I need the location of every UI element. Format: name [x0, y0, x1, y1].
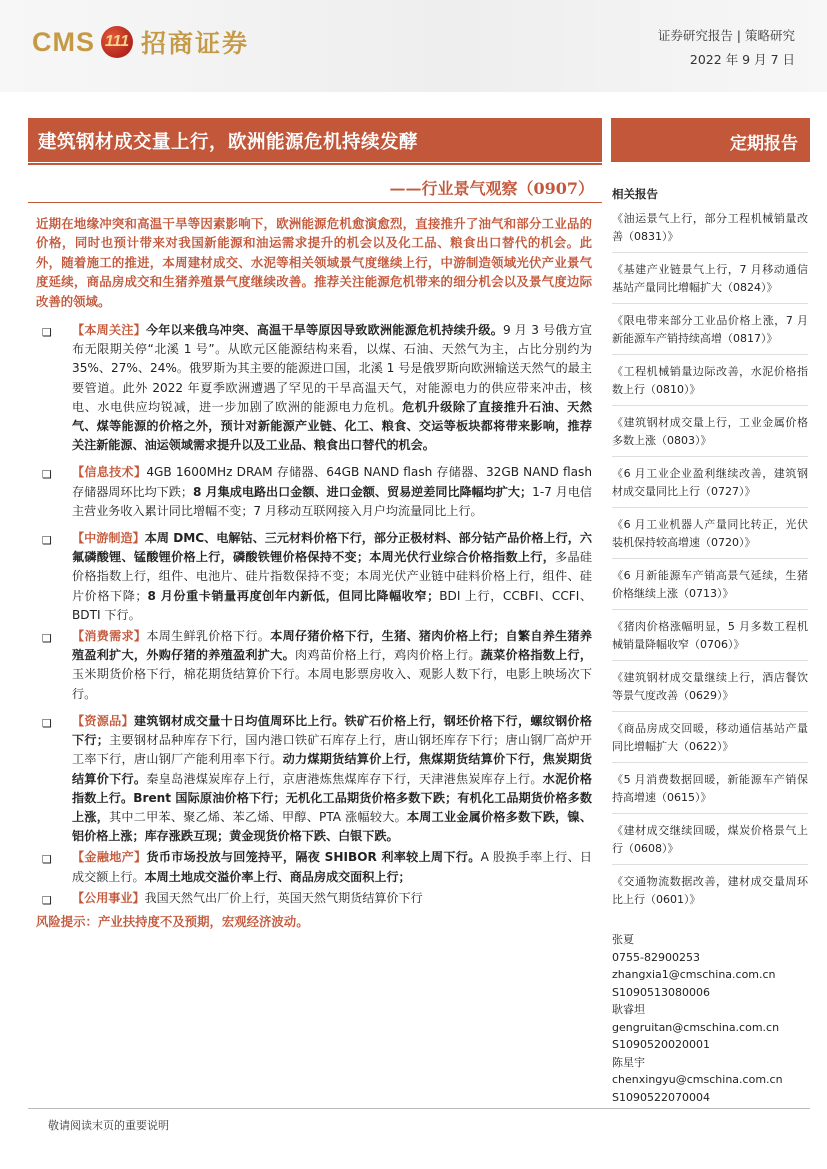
main-content — [36, 214, 592, 930]
logo-latin-text: CMS — [32, 26, 95, 57]
report-title: 建筑钢材成交量上行，欧洲能源危机持续发酵 — [28, 118, 602, 162]
checkbox-bullet-icon: ❑ — [42, 853, 52, 867]
section-highlight: 货币市场投放与回笼持平，隔夜 SHIBOR 利率较上周下行。 — [146, 850, 481, 865]
related-report-divider — [612, 405, 808, 406]
section-highlight: 本周 DMC、电解钴、三元材料价格下行，部分正极材料、部分钴产品价格上行，六氟磷酸锂、锰酸锂价格上行，磷酸铁锂价格保持不变；本周光伏行业综合价格指数上行， — [72, 531, 592, 565]
section-midstream-manufacturing — [36, 529, 592, 625]
title-divider — [28, 163, 602, 165]
section-highlight: 动力煤期货结算价上行，焦煤期货结算价下行，焦炭期货结算价下行。 — [72, 752, 592, 786]
related-report-item[interactable]: 《油运景气上行，部分工程机械销量改善（0831）》 — [612, 212, 808, 243]
checkbox-bullet-icon: ❑ — [42, 534, 52, 548]
section-highlight: 本周仔猪价格下行，生猪、猪肉价格上行；自繁自养生猪养殖盈利扩大，外购仔猪的养殖盈利扩大。 — [72, 629, 592, 663]
checkbox-bullet-icon: ❑ — [42, 716, 52, 730]
section-text: 1-7 月电信主营业务收入累计同比增幅不变；7 月移动互联网接入月户均流量同比上行。 — [72, 484, 593, 518]
checkbox-bullet-icon: ❑ — [42, 632, 52, 646]
section-tag: 【金融地产】 — [72, 850, 147, 865]
cms-logo — [32, 22, 249, 62]
summary-paragraph: 近期在地缘冲突和高温干旱等因素影响下，欧洲能源危机愈演愈烈，直接推升了油气和部分工业品的价格，同时也预计带来对我国新能源和油运需求提升的机会以及化工品、粮食出口替代的机会。此外，随着施工的推进，本周建材成交、水泥等相关领域景气度继续上行，中游制造领域光伏产业景气度延续，商品房成交和生猪养殖景气度继续改善。推荐关注能源危机带来的细分机会以及景气度边际改善的领域。 — [36, 216, 592, 309]
section-tag: 【中游制造】 — [72, 531, 145, 546]
related-report-item[interactable]: 《建筑钢材成交量上行，工业金属价格多数上涨（0803）》 — [612, 416, 808, 447]
section-finance-realestate — [36, 848, 592, 886]
related-report-divider — [612, 252, 808, 253]
section-text: 主要钢材品种库存下行，国内港口铁矿石库存上行，唐山钢坯库存下行；唐山钢厂高炉开工率下行，唐山钢厂产能利用率下行。 — [72, 733, 592, 767]
related-report-divider — [612, 762, 808, 763]
section-highlight: 今年以来俄乌冲突、高温干旱等原因导致欧洲能源危机持续升级。 — [145, 323, 504, 338]
section-text: 我国天然气出厂价上行，英国天然气期货结算价下行 — [144, 890, 423, 905]
analyst-name: 张夏 — [612, 933, 634, 946]
sidebar — [612, 186, 808, 1106]
report-category-tag: 定期报告 — [611, 118, 810, 162]
section-tag: 【信息技术】 — [72, 465, 147, 480]
related-report-item[interactable]: 《交通物流数据改善，建材成交量周环比上行（0601）》 — [612, 875, 808, 906]
related-report-divider — [612, 813, 808, 814]
section-highlight: 8 月集成电路出口金额、进口金额、贸易逆差同比降幅均扩大； — [192, 484, 533, 499]
related-report-divider — [612, 864, 808, 865]
section-weekly-focus — [36, 321, 592, 455]
section-information-tech — [36, 463, 592, 521]
section-utilities — [36, 889, 592, 908]
section-text: BDI 上行，CCBFI、CCFI、BDTI 下行。 — [72, 588, 592, 622]
section-highlight: 本周土地成交溢价率上行、商品房成交面积上行； — [144, 869, 411, 884]
related-report-divider — [612, 303, 808, 304]
related-report-item[interactable]: 《限电带来部分工业品价格上涨，7 月新能源车产销持续高增（0817）》 — [612, 314, 808, 345]
related-report-divider — [612, 609, 808, 610]
page-header — [0, 0, 827, 92]
report-type: 证券研究报告 | 策略研究 — [657, 28, 795, 43]
analyst-contacts — [612, 931, 808, 1106]
related-report-item[interactable]: 《建筑钢材成交量继续上行，酒店餐饮等景气度改善（0629）》 — [612, 671, 808, 702]
section-tag: 【消费需求】 — [72, 629, 147, 644]
section-highlight: 建筑钢材成交量十日均值周环比上行。铁矿石价格上行，钢坯价格下行，螺纹钢价格下行； — [72, 713, 592, 748]
related-report-divider — [612, 558, 808, 559]
section-list — [36, 321, 592, 908]
related-report-item[interactable]: 《工程机械销量边际改善，水泥价格指数上行（0810）》 — [612, 365, 808, 396]
section-highlight: 8 月份重卡销量再度创年内新低，但同比降幅收窄； — [147, 588, 440, 603]
section-text: A 股换手率上行、日成交额上行。 — [72, 850, 592, 884]
report-date: 2022 年 9 月 7 日 — [689, 52, 795, 67]
related-report-item[interactable]: 《猪肉价格涨幅明显，5 月多数工程机械销量降幅收窄（0706）》 — [612, 620, 808, 651]
related-report-divider — [612, 507, 808, 508]
related-report-divider — [612, 354, 808, 355]
related-report-divider — [612, 456, 808, 457]
analyst-phone: 0755-82900253 — [612, 950, 700, 964]
analyst-name: 耿睿坦 — [612, 1003, 645, 1016]
section-tag: 【资源品】 — [72, 713, 134, 728]
section-tag: 【本周关注】 — [72, 323, 146, 338]
analyst-name: 陈星宇 — [612, 1055, 645, 1069]
section-highlight: 危机升级除了直接推升石油、天然气、煤等能源的价格之外，预计对新能源产业链、化工、粮食、交运等板块都将带来影响，推荐关注新能源、油运领域需求提升以及工业品、粮食出口替代的机会。 — [72, 399, 592, 453]
section-consumer-demand — [36, 627, 592, 704]
related-report-item[interactable]: 《6 月工业机器人产量同比转正，光伏装机保持较高增速（0720）》 — [612, 518, 808, 549]
related-report-divider — [612, 711, 808, 712]
checkbox-bullet-icon: ❑ — [42, 326, 52, 340]
section-tag: 【公用事业】 — [72, 890, 145, 905]
related-report-item[interactable]: 《建材成交继续回暖，煤炭价格景气上行（0608）》 — [612, 824, 808, 855]
subtitle-divider — [28, 202, 602, 203]
analyst-cert: S1090513080006 — [612, 985, 710, 999]
section-highlight: 蔬菜价格指数上行， — [480, 648, 592, 663]
related-report-item[interactable]: 《商品房成交回暖，移动通信基站产量同比增幅扩大（0622）》 — [612, 722, 808, 753]
checkbox-bullet-icon: ❑ — [42, 893, 52, 907]
related-report-item[interactable]: 《5 月消费数据回暖，新能源车产销保持高增速（0615）》 — [612, 773, 808, 804]
analyst-cert: S1090520020001 — [612, 1038, 710, 1051]
section-text: 多晶硅价格指数上行，组件、电池片、硅片指数保持不变；本周光伏产业链中硅料价格上行，组件、硅片价格下降； — [72, 550, 592, 603]
related-report-item[interactable]: 《6 月新能源车产销高景气延续，生猪价格继续上涨（0713）》 — [612, 569, 808, 600]
related-report-item[interactable]: 《6 月工业企业盈利继续改善，建筑钢材成交量同比上行（0727）》 — [612, 467, 808, 498]
section-text: 9 月 3 号俄方宣布无限期关停“北溪 1 号”。从欧元区能源结构来看，以煤、石油、天然气为主，占比分别约为 35%、27%、24%。俄罗斯为其主要的能源进口国，北溪 1 号是俄罗斯向欧洲输送天然气的最主要管道。此外 2022 年夏季欧洲遭遇了罕见的干旱高温天气，对能源电力的供应带来冲击，核电、水电供应均锐减，进一步加剧了欧洲的能源电力危机。 — [72, 323, 592, 414]
related-report-item[interactable]: 《基建产业链景气上行，7 月移动通信基站产量同比增幅扩大（0824）》 — [612, 263, 808, 294]
section-resources — [36, 712, 592, 846]
logo-mark-icon: 111 — [101, 26, 133, 58]
section-text: 其中二甲苯、聚乙烯、苯乙烯、甲醇、PTA 涨幅较大。 — [109, 809, 407, 824]
section-text: 4GB 1600MHz DRAM 存储器、64GB NAND flash 存储器、32GB NAND flash 存储器周环比均下跌； — [72, 465, 592, 499]
footer-disclaimer: 敬请阅读末页的重要说明 — [48, 1119, 169, 1132]
section-text: 玉米期货价格下行，棉花期货结算价下行。本周电影票房收入、观影人数下行，电影上映场次下行。 — [72, 667, 592, 701]
checkbox-bullet-icon: ❑ — [42, 468, 52, 482]
analyst-email[interactable]: chenxingyu@cmschina.com.cn — [612, 1073, 783, 1086]
risk-warning: 风险提示：产业扶持度不及预期，宏观经济波动。 — [36, 913, 309, 929]
section-highlight: 水泥价格指数上行。Brent 国际原油价格下行；无机化工品期货价格多数下跌；有机化工品期货价格多数上涨， — [72, 771, 592, 824]
section-text: 本周生鲜乳价格下行。 — [146, 629, 271, 644]
analyst-email[interactable]: zhangxia1@cmschina.com.cn — [612, 968, 776, 981]
section-text: 肉鸡苗价格上行，鸡肉价格上行。 — [294, 648, 481, 663]
analyst-cert: S1090522070004 — [612, 1090, 710, 1104]
related-report-divider — [612, 660, 808, 661]
related-reports-heading: 相关报告 — [612, 187, 658, 201]
footer-divider — [28, 1108, 810, 1109]
related-reports-list — [612, 210, 808, 909]
analyst-email[interactable]: gengruitan@cmschina.com.cn — [612, 1020, 780, 1034]
logo-chinese-text: 招商证券 — [141, 29, 250, 58]
section-highlight: 本周工业金属价格多数下跌，镍、铝价格上涨；库存涨跌互现；黄金现货价格下跌、白银下跌。 — [72, 809, 592, 844]
report-subtitle: ——行业景气观察（0907） — [389, 179, 594, 198]
section-text: 秦皇岛港煤炭库存上行，京唐港炼焦煤库存下行，天津港焦炭库存上行。 — [146, 771, 543, 786]
